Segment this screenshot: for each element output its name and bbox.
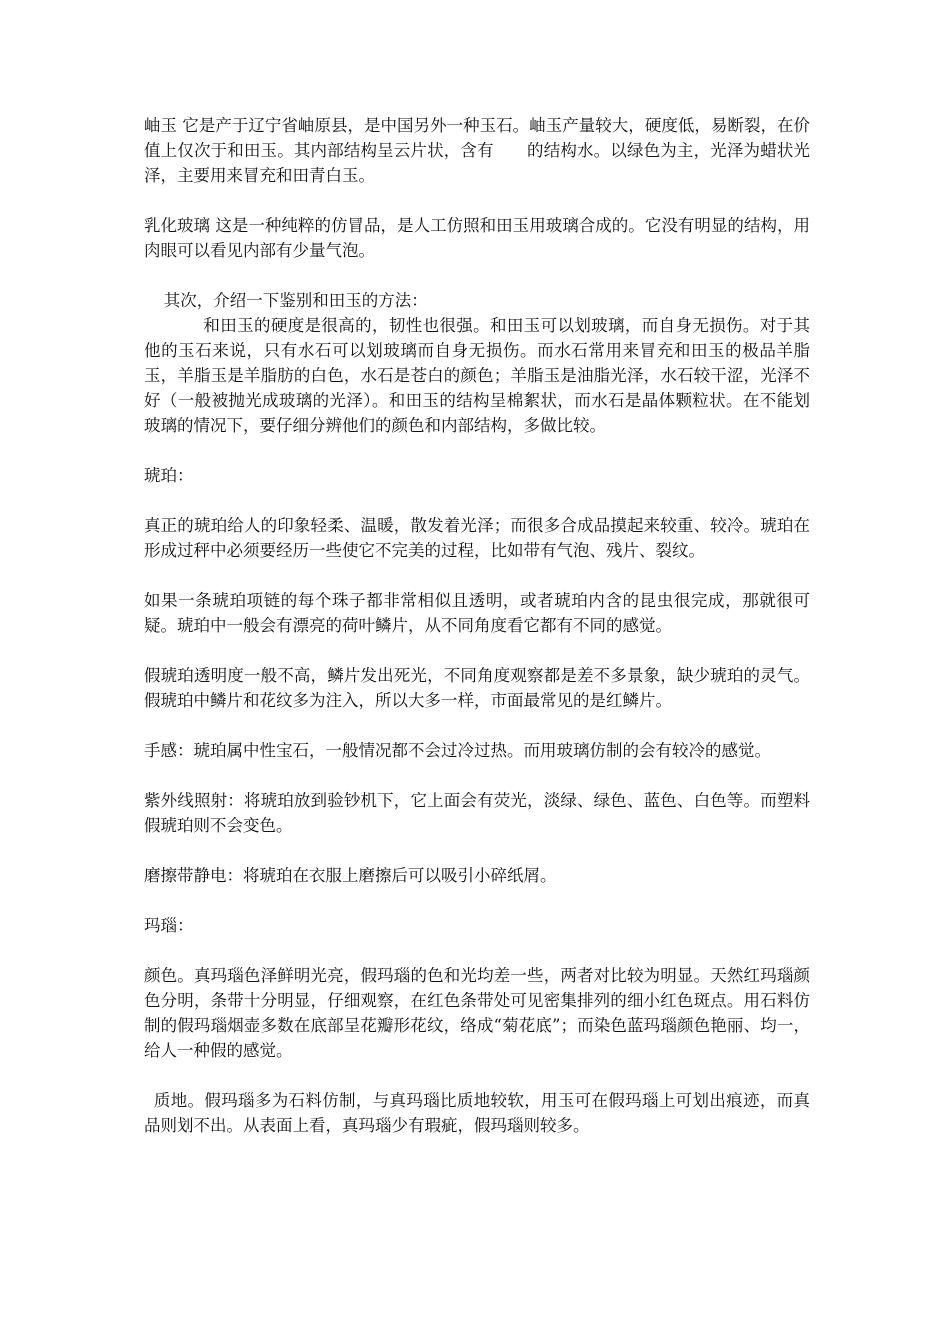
document-page — [144, 113, 810, 1138]
paragraph-manao-2: 质地。假玛瑙多为石料仿制，与真玛瑙比质地较软，用玉可在假玛瑙上可划出痕迹，而真品则划不出。从表面上看，真玛瑙少有瑕疵，假玛瑙则较多。 — [144, 1091, 810, 1135]
spacer — [144, 563, 810, 588]
heading-manao: 玛瑙： — [144, 916, 194, 935]
spacer — [144, 713, 810, 738]
paragraph-hupo-1: 真正的琥珀给人的印象轻柔、温暖，散发着光泽；而很多合成品摸起来较重、较冷。琥珀在形成过秤中必须要经历一些使它不完美的过程，比如带有气泡、残片、裂纹。 — [144, 516, 810, 560]
spacer — [144, 638, 810, 663]
spacer — [144, 938, 810, 963]
spacer — [144, 1063, 810, 1088]
paragraph-hupo-2: 如果一条琥珀项链的每个珠子都非常相似且透明，或者琥珀内含的昆虫很完成，那就很可疑。琥珀中一般会有漂亮的荷叶鳞片，从不同角度看它都有不同的感觉。 — [144, 591, 810, 635]
paragraph-hupo-5: 紫外线照射：将琥珀放到验钞机下，它上面会有荧光，淡绿、绿色、蓝色、白色等。而塑料假琥珀则不会变色。 — [144, 791, 810, 835]
paragraph-hupo-4: 手感：琥珀属中性宝石，一般情况都不会过冷过热。而用玻璃仿制的会有较冷的感觉。 — [144, 741, 771, 760]
paragraph-hupo-6: 磨擦带静电：将琥珀在衣服上磨擦后可以吸引小碎纸屑。 — [144, 866, 557, 885]
spacer — [144, 263, 810, 288]
spacer — [144, 838, 810, 863]
paragraph-rehua-glass: 乳化玻璃 这是一种纯粹的仿冒品，是人工仿照和田玉用玻璃合成的。它没有明显的结构，用肉眼可以看见内部有少量气泡。 — [144, 216, 810, 260]
spacer — [144, 188, 810, 213]
spacer — [144, 438, 810, 463]
spacer — [144, 488, 810, 513]
paragraph-hupo-3: 假琥珀透明度一般不高，鳞片发出死光，不同角度观察都是差不多景象，缺少琥珀的灵气。假琥珀中鳞片和花纹多为注入，所以大多一样，市面最常见的是红鳞片。 — [144, 666, 810, 710]
spacer — [144, 888, 810, 913]
paragraph-manao-1: 颜色。真玛瑙色泽鲜明光亮，假玛瑙的色和光均差一些，两者对比较为明显。天然红玛瑙颜色分明，条带十分明显，仔细观察，在红色条带处可见密集排列的细小红色斑点。用石料仿制的假玛瑙烟壶多数在底部呈花瓣形花纹，络成“菊花底”；而染色蓝玛瑙颜色艳丽、均一，给人一种假的感觉。 — [144, 966, 810, 1060]
heading-hupo: 琥珀： — [144, 466, 194, 485]
paragraph-methods-intro: 其次，介绍一下鉴别和田玉的方法： — [163, 291, 428, 310]
paragraph-xiuyu: 岫玉 它是产于辽宁省岫原县，是中国另外一种玉石。岫玉产量较大，硬度低，易断裂，在价值上仅次于和田玉。其内部结构呈云片状，含有 的结构水。以绿色为主，光泽为蜡状光泽，主要用来冒充和田青白玉。 — [144, 116, 810, 185]
spacer — [144, 763, 810, 788]
paragraph-hetian-identification: 和田玉的硬度是很高的，韧性也很强。和田玉可以划玻璃，而自身无损伤。对于其他的玉石来说，只有水石可以划玻璃而自身无损伤。而水石常用来冒充和田玉的极品羊脂玉，羊脂玉是羊脂肪的白色，水石是苍白的颜色；羊脂玉是油脂光泽，水石较干涩，光泽不好（一般被抛光成玻璃的光泽）。和田玉的结构呈棉絮状，而水石是晶体颗粒状。在不能划玻璃的情况下，要仔细分辨他们的颜色和内部结构，多做比较。 — [144, 316, 810, 435]
